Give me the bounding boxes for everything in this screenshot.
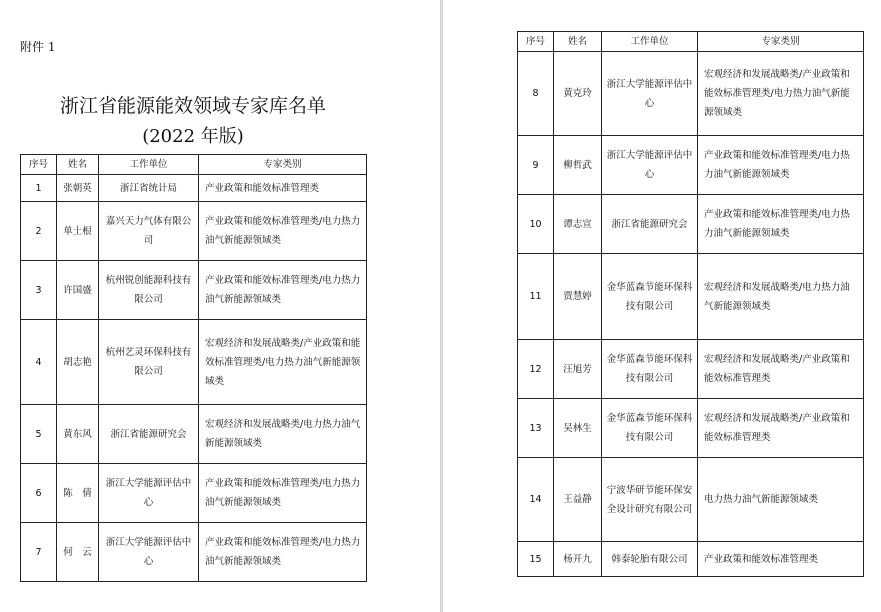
row-no: 9 <box>518 136 554 195</box>
row-unit: 金华蓝森节能环保科技有限公司 <box>602 254 698 340</box>
row-category: 宏观经济和发展战略类/电力热力油气新能源领域类 <box>698 254 864 340</box>
table-row <box>21 202 367 261</box>
row-unit: 金华蓝森节能环保科技有限公司 <box>602 399 698 458</box>
row-unit: 杭州艺灵环保科技有限公司 <box>99 320 199 405</box>
row-category: 产业政策和能效标准管理类 <box>698 542 864 577</box>
row-category: 产业政策和能效标准管理类/电力热力油气新能源领域类 <box>199 261 367 320</box>
row-name: 杨开九 <box>554 542 602 577</box>
table-row <box>518 458 864 542</box>
row-unit: 宁波华研节能环保安全设计研究有限公司 <box>602 458 698 542</box>
row-name: 单土根 <box>57 202 99 261</box>
table-row <box>21 175 367 202</box>
row-category: 宏观经济和发展战略类/产业政策和能效标准管理类 <box>698 399 864 458</box>
row-name: 陈 倩 <box>57 464 99 523</box>
row-name: 王益静 <box>554 458 602 542</box>
row-name: 张朝英 <box>57 175 99 202</box>
header-unit: 工作单位 <box>602 32 698 52</box>
row-category: 电力热力油气新能源领域类 <box>698 458 864 542</box>
expert-table-left <box>20 154 367 582</box>
row-category: 宏观经济和发展战略类/电力热力油气新能源领域类 <box>199 405 367 464</box>
row-unit: 韩泰轮胎有限公司 <box>602 542 698 577</box>
row-no: 14 <box>518 458 554 542</box>
table-row <box>518 340 864 399</box>
row-no: 4 <box>21 320 57 405</box>
row-unit: 浙江省统计局 <box>99 175 199 202</box>
row-unit: 浙江大学能源评估中心 <box>602 136 698 195</box>
row-category: 产业政策和能效标准管理类 <box>199 175 367 202</box>
row-no: 2 <box>21 202 57 261</box>
row-unit: 杭州锐创能源科技有限公司 <box>99 261 199 320</box>
header-category: 专家类别 <box>199 155 367 175</box>
row-name: 黄东风 <box>57 405 99 464</box>
expert-table-right <box>517 31 864 577</box>
table-row <box>21 464 367 523</box>
row-name: 汪旭芳 <box>554 340 602 399</box>
row-name: 黄克玲 <box>554 52 602 136</box>
header-no: 序号 <box>518 32 554 52</box>
row-unit: 浙江大学能源评估中心 <box>99 464 199 523</box>
row-category: 产业政策和能效标准管理类/电力热力油气新能源领域类 <box>199 523 367 582</box>
row-no: 11 <box>518 254 554 340</box>
header-name: 姓名 <box>554 32 602 52</box>
table-row <box>21 405 367 464</box>
row-category: 产业政策和能效标准管理类/电力热力油气新能源领域类 <box>698 195 864 254</box>
table-header-row <box>21 155 367 175</box>
table-row <box>518 52 864 136</box>
row-category: 宏观经济和发展战略类/产业政策和能效标准管理类/电力热力油气新能源领域类 <box>698 52 864 136</box>
header-name: 姓名 <box>57 155 99 175</box>
row-no: 7 <box>21 523 57 582</box>
row-category: 产业政策和能效标准管理类/电力热力油气新能源领域类 <box>199 464 367 523</box>
row-name: 吴林生 <box>554 399 602 458</box>
row-name: 胡志艳 <box>57 320 99 405</box>
row-unit: 浙江大学能源评估中心 <box>602 52 698 136</box>
row-no: 13 <box>518 399 554 458</box>
attachment-label: 附件 1 <box>20 40 56 54</box>
row-no: 15 <box>518 542 554 577</box>
row-name: 何 云 <box>57 523 99 582</box>
row-unit: 金华蓝森节能环保科技有限公司 <box>602 340 698 399</box>
table-row <box>21 320 367 405</box>
table-row <box>518 399 864 458</box>
header-no: 序号 <box>21 155 57 175</box>
row-category: 产业政策和能效标准管理类/电力热力油气新能源领域类 <box>698 136 864 195</box>
header-unit: 工作单位 <box>99 155 199 175</box>
table-row <box>518 195 864 254</box>
row-no: 5 <box>21 405 57 464</box>
row-no: 8 <box>518 52 554 136</box>
table-row <box>21 523 367 582</box>
table-row <box>518 136 864 195</box>
row-no: 1 <box>21 175 57 202</box>
row-name: 许国盛 <box>57 261 99 320</box>
row-unit: 浙江省能源研究会 <box>602 195 698 254</box>
row-no: 10 <box>518 195 554 254</box>
row-unit: 浙江大学能源评估中心 <box>99 523 199 582</box>
left-page <box>0 0 440 612</box>
row-unit: 嘉兴天力气体有限公司 <box>99 202 199 261</box>
row-unit: 浙江省能源研究会 <box>99 405 199 464</box>
table-row <box>21 261 367 320</box>
table-header-row <box>518 32 864 52</box>
row-no: 6 <box>21 464 57 523</box>
row-name: 柳哲武 <box>554 136 602 195</box>
document-subtitle: (2022 年版) <box>142 126 244 147</box>
row-category: 产业政策和能效标准管理类/电力热力油气新能源领域类 <box>199 202 367 261</box>
row-category: 宏观经济和发展战略类/产业政策和能效标准管理类/电力热力油气新能源领域类 <box>199 320 367 405</box>
row-category: 宏观经济和发展战略类/产业政策和能效标准管理类 <box>698 340 864 399</box>
table-row <box>518 542 864 577</box>
row-name: 贾慧婷 <box>554 254 602 340</box>
header-category: 专家类别 <box>698 32 864 52</box>
table-row <box>518 254 864 340</box>
row-no: 3 <box>21 261 57 320</box>
row-name: 谭志宣 <box>554 195 602 254</box>
document-title: 浙江省能源能效领域专家库名单 <box>59 95 326 117</box>
row-no: 12 <box>518 340 554 399</box>
